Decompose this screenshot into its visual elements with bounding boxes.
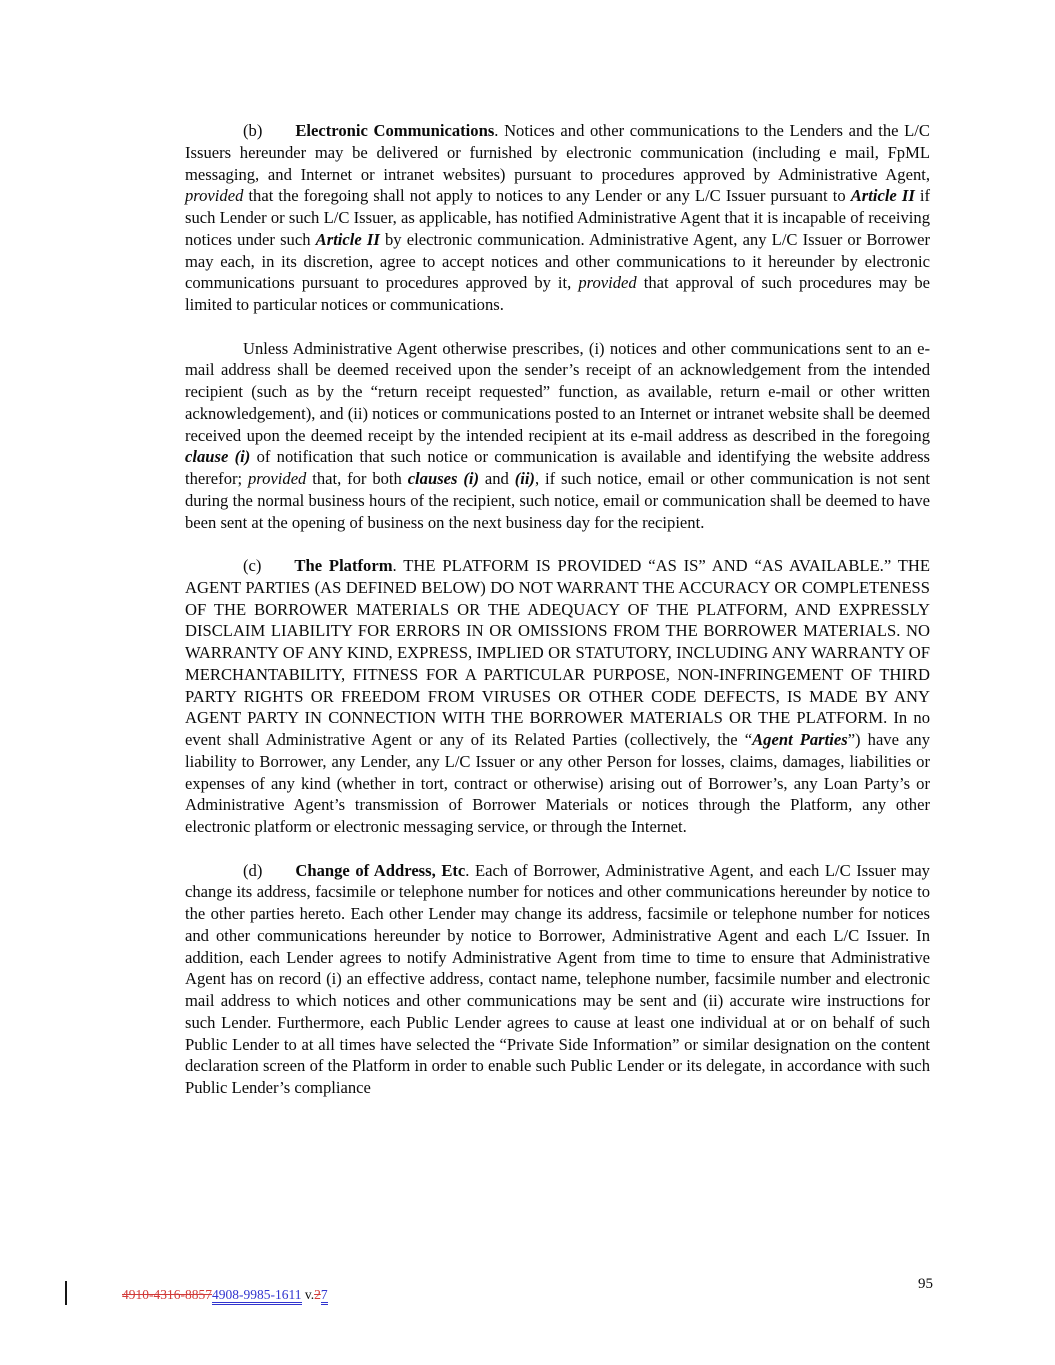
text-run: and <box>479 469 515 488</box>
text-run: that, for both <box>306 469 408 488</box>
text-run: Article II <box>850 186 915 206</box>
text-run: Agent Parties <box>752 730 848 749</box>
version-prefix: v. <box>301 1287 315 1302</box>
text-run: (ii) <box>514 469 535 488</box>
text-run: (c) <box>243 556 262 575</box>
text-run: (b) <box>243 121 263 140</box>
text-run: Electronic Communications <box>295 121 495 140</box>
text-run: ”) have any liability to Borrower, any Lender, any L/C Issuer or any other Person for losses, claims, damages, liabilities or expenses of any kind (whether in tort, contract or otherwise) arising out of Borrower’s, any Loan Party’s or Administrative Agent’s transmission of Borrower Materials or notices through the Platform, any other electronic platform or electronic messaging service, or through the Internet. <box>185 730 930 836</box>
inserted-version: 7 <box>321 1287 328 1305</box>
text-run: that approval of such procedures may be limited to particular notices or communications. <box>185 273 930 314</box>
paragraph-c-the-platform <box>185 555 930 838</box>
text-run: The Platform <box>294 556 393 575</box>
text-run: . Notices and other communications to the Lenders and the L/C Issuers hereunder may be delivered or furnished by electronic communication (including e mail, FpML messaging, and Internet or intranet websites) pursuant to procedures approved by Administrative Agent, <box>185 121 930 184</box>
text-run: provided <box>185 186 244 206</box>
text-run: Change of Address, Etc <box>295 860 466 880</box>
deleted-doc-id: 4910-4316-8857 <box>122 1287 212 1302</box>
page-number: 95 <box>918 1276 933 1292</box>
text-run: Unless Administrative Agent otherwise prescribes, (i) notices and other communications sent to an e-mail address shall be deemed received upon the sender’s receipt of an acknowledgement from the intended recipient (such as by the “return receipt requested” function, as available, return e-mail or other written acknowledgement), and (ii) notices or communications posted to an Internet or intranet website shall be deemed received upon the deemed receipt by the intended recipient at its e-mail address as described in the foregoing <box>185 338 930 445</box>
document-body <box>185 120 930 1121</box>
paragraph-b-electronic-communications <box>185 120 930 316</box>
inserted-doc-id: 4908-9985-1611 <box>212 1287 302 1305</box>
revision-change-bar <box>65 1281 67 1305</box>
text-run: by electronic communication. Administrative Agent, any L/C Issuer or Borrower may each, in its discretion, agree to accept notices and other communications to it hereunder by electronic communications pursuant to procedures approved by it, <box>185 229 931 293</box>
paragraph-unless-administrative-agent <box>185 338 930 534</box>
deleted-version: 2 <box>314 1287 321 1302</box>
text-run: of notification that such notice or communication is available and identifying the website address therefor; <box>185 447 930 488</box>
text-run: clause (i) <box>185 447 251 467</box>
text-run: that the foregoing shall not apply to notices to any Lender or any L/C Issuer pursuant to <box>243 186 851 206</box>
text-run: provided <box>247 469 307 488</box>
text-run: Article II <box>315 229 380 249</box>
text-run: . Each of Borrower, Administrative Agent, and each L/C Issuer may change its address, facsimile or telephone number for notices and other communications hereunder by notice to the other parties hereto. Each other Lender may change its address, facsimile or telephone number for notices and other communications hereunder by notice to Borrower, Administrative Agent and each L/C Issuer. In addition, each Lender agrees to notify Administrative Agent from time to time to ensure that Administrative Agent has on record (i) an effective address, contact name, telephone number, facsimile number and electronic mail address to which notices and other communications may be sent and (ii) accurate wire instructions for such Lender. Furthermore, each Public Lender agrees to cause at least one individual at or on behalf of such Public Lender to at all times have selected the “Private Side Information” or similar designation on the content declaration screen of the Platform in order to enable such Public Lender or its delegate, in accordance with such Public Lender’s compliance <box>185 860 930 1097</box>
text-run: provided <box>578 273 637 293</box>
paragraph-d-change-of-address <box>185 860 930 1099</box>
text-run: . THE PLATFORM IS PROVIDED “AS IS” AND “AS AVAILABLE.” THE AGENT PARTIES (AS DEFINED BELOW) DO NOT WARRANT THE ACCURACY OR COMPLETENESS OF THE BORROWER MATERIALS OR THE ADEQUACY OF THE PLATFORM, AND EXPRESSLY DISCLAIM LIABILITY FOR ERRORS IN OR OMISSIONS FROM THE BORROWER MATERIALS. NO WARRANTY OF ANY KIND, EXPRESS, IMPLIED OR STATUTORY, INCLUDING ANY WARRANTY OF MERCHANTABILITY, FITNESS FOR A PARTICULAR PURPOSE, NON-INFRINGEMENT OF THIRD PARTY RIGHTS OR FREEDOM FROM VIRUSES OR OTHER CODE DEFECTS, IS MADE BY ANY AGENT PARTY IN CONNECTION WITH THE BORROWER MATERIALS OR THE PLATFORM. In no event shall Administrative Agent or any of its Related Parties (collectively, the “ <box>185 556 931 749</box>
text-run: , if such notice, email or other communication is not sent during the normal business hours of the recipient, such notice, email or communication shall be deemed to have been sent at the opening of business on the next business day for the recipient. <box>185 469 930 532</box>
text-run: if such Lender or such L/C Issuer, as applicable, has notified Administrative Agent that it is incapable of receiving notices under such <box>185 186 930 249</box>
text-run: (d) <box>243 860 263 880</box>
footer-doc-id <box>122 1286 328 1303</box>
text-run: clauses (i) <box>407 469 479 488</box>
